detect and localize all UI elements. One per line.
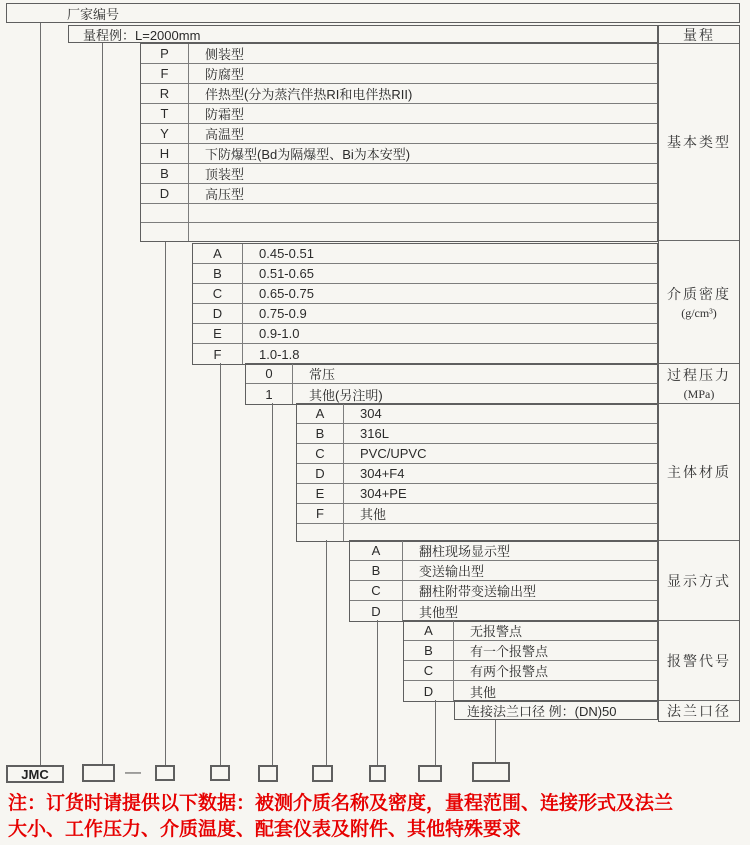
table-row [193, 264, 657, 284]
connector-line-range [102, 43, 103, 764]
code-cell: B [404, 641, 454, 660]
table-row [193, 344, 657, 364]
description-cell: 侧装型 [205, 47, 245, 62]
code-cell: A [350, 541, 403, 560]
table-row [404, 661, 657, 681]
code-cell: 1 [246, 384, 293, 404]
table-row [297, 464, 657, 484]
code-cell: B [297, 424, 344, 443]
connector-line-pressure [272, 403, 273, 765]
description-cell: 高温型 [205, 127, 245, 142]
category-label-process-pressure: 过程压力 (MPa) [659, 364, 739, 404]
manufacturer-number-label: 厂家编号 [67, 6, 120, 22]
code-cell: C [297, 444, 344, 463]
code-cell: C [404, 661, 454, 680]
medium-density-table [192, 243, 658, 365]
category-label-medium-density: 介质密度 (g/cm³) [659, 241, 739, 364]
description-cell: 304 [360, 406, 382, 421]
code-cell: F [193, 344, 243, 364]
description-cell: 0.9-1.0 [259, 326, 300, 341]
code-cell: A [297, 404, 344, 423]
code-cell [141, 223, 189, 241]
table-row [297, 444, 657, 464]
code-cell: P [141, 44, 189, 63]
description-cell: 其他 [470, 684, 497, 700]
description-cell: PVC/UPVC [360, 446, 427, 461]
code-cell: D [193, 304, 243, 323]
description-cell: 有一个报警点 [470, 644, 549, 659]
table-row [350, 601, 657, 621]
code-cell: F [297, 504, 344, 523]
category-label-range: 量程 [659, 26, 739, 44]
description-cell [189, 223, 657, 241]
alarm-code-table [403, 620, 658, 702]
table-row [246, 364, 657, 384]
table-row [193, 244, 657, 264]
code-box-alarm [418, 765, 442, 782]
code-cell: R [141, 84, 189, 103]
description-cell: 无报警点 [470, 624, 523, 639]
code-cell: E [297, 484, 344, 503]
table-row [350, 541, 657, 561]
code-cell: T [141, 104, 189, 123]
basic-type-table [140, 43, 658, 242]
description-cell: 变送输出型 [419, 564, 485, 579]
code-cell: D [297, 464, 344, 483]
table-row [141, 184, 657, 204]
table-row [404, 681, 657, 701]
code-box-range [82, 764, 115, 782]
description-cell: 防腐型 [205, 67, 245, 82]
description-cell: 316L [360, 426, 389, 441]
table-row [297, 484, 657, 504]
display-mode-table [349, 540, 658, 622]
table-row [193, 324, 657, 344]
code-cell: 0 [246, 364, 293, 383]
category-label-flange-size: 法兰口径 [667, 705, 731, 720]
description-cell: 翻柱附带变送输出型 [419, 584, 537, 599]
category-label-column [658, 25, 740, 722]
code-cell: C [350, 581, 403, 600]
code-cell: B [350, 561, 403, 580]
category-label-alarm-code: 报警代号 [659, 621, 739, 701]
code-cell: B [141, 164, 189, 183]
code-cell: D [350, 601, 403, 621]
description-cell: 高压型 [205, 187, 245, 202]
table-row [141, 223, 657, 241]
table-row [297, 404, 657, 424]
description-cell: 其他 [360, 507, 387, 522]
connector-line-alarm [435, 700, 436, 765]
table-row [246, 384, 657, 404]
dash-separator: — [125, 764, 141, 781]
table-row [297, 524, 657, 541]
range-example-label: 量程例：L=2000mm [83, 27, 201, 43]
description-cell: 304+F4 [360, 466, 405, 481]
table-row [141, 164, 657, 184]
description-cell: 其他(另注明) [309, 387, 383, 403]
description-cell: 防霜型 [205, 107, 245, 122]
order-note-line2: 大小、工作压力、介质温度、配套仪表及附件、其他特殊要求 [8, 819, 522, 840]
table-row [141, 44, 657, 64]
code-cell: A [193, 244, 243, 263]
table-row [350, 561, 657, 581]
body-material-table [296, 403, 658, 542]
table-row [141, 144, 657, 164]
connector-line-display [377, 620, 378, 765]
table-row [141, 64, 657, 84]
code-cell: Y [141, 124, 189, 143]
description-cell: 伴热型(分为蒸汽伴热RI和电伴热RII) [205, 87, 413, 102]
model-code-box [6, 765, 64, 783]
code-cell: F [141, 64, 189, 83]
description-cell: 0.51-0.65 [259, 266, 314, 281]
description-cell: 常压 [309, 367, 336, 382]
code-box-pressure [258, 765, 278, 782]
code-cell: B [193, 264, 243, 283]
description-cell: 有两个报警点 [470, 664, 549, 679]
table-row [141, 104, 657, 124]
description-cell [344, 524, 657, 541]
code-cell [141, 204, 189, 222]
table-row [141, 84, 657, 104]
description-cell: 顶装型 [205, 167, 245, 182]
connector-line-basic-type [165, 242, 166, 766]
code-cell: D [404, 681, 454, 701]
code-box-density [210, 765, 230, 781]
description-cell: 其他型 [419, 604, 459, 620]
code-cell: H [141, 144, 189, 163]
description-cell: 0.65-0.75 [259, 286, 314, 301]
order-note-line1: 注：订货时请提供以下数据：被测介质名称及密度，量程范围、连接形式及法兰 [8, 793, 674, 814]
description-cell: 翻柱现场显示型 [419, 544, 511, 559]
model-code-label: JMC [21, 766, 49, 782]
code-cell [297, 524, 344, 541]
table-row [350, 581, 657, 601]
table-row [141, 204, 657, 223]
description-cell [189, 204, 657, 222]
table-row [141, 124, 657, 144]
connector-line-density [220, 363, 221, 765]
category-label-body-material: 主体材质 [659, 404, 739, 541]
description-cell: 1.0-1.8 [259, 346, 300, 362]
code-box-basic-type [155, 765, 175, 781]
category-label-display-mode: 显示方式 [659, 541, 739, 621]
table-row [404, 621, 657, 641]
process-pressure-table [245, 363, 658, 405]
description-cell: 0.75-0.9 [259, 306, 307, 321]
code-cell: C [193, 284, 243, 303]
connector-line-manufacturer [40, 23, 41, 765]
code-cell: A [404, 621, 454, 640]
connector-line-material [326, 540, 327, 765]
code-box-flange [472, 762, 510, 782]
code-box-material [312, 765, 333, 782]
table-row [297, 424, 657, 444]
description-cell: 下防爆型(Bd为隔爆型、Bi为本安型) [205, 147, 411, 162]
table-row [297, 504, 657, 524]
description-cell: 304+PE [360, 486, 407, 501]
range-example-row [68, 25, 658, 43]
category-label-basic-type: 基本类型 [659, 44, 739, 241]
connector-line-flange [495, 720, 496, 762]
flange-size-row [454, 700, 658, 720]
code-cell: D [141, 184, 189, 203]
table-row [193, 304, 657, 324]
table-row [193, 284, 657, 304]
code-box-display [369, 765, 386, 782]
code-cell: E [193, 324, 243, 343]
manufacturer-number-row [6, 3, 740, 23]
description-cell: 0.45-0.51 [259, 246, 314, 261]
order-note [8, 791, 750, 843]
table-row [404, 641, 657, 661]
flange-size-text: 连接法兰口径 例：(DN)50 [467, 703, 617, 719]
